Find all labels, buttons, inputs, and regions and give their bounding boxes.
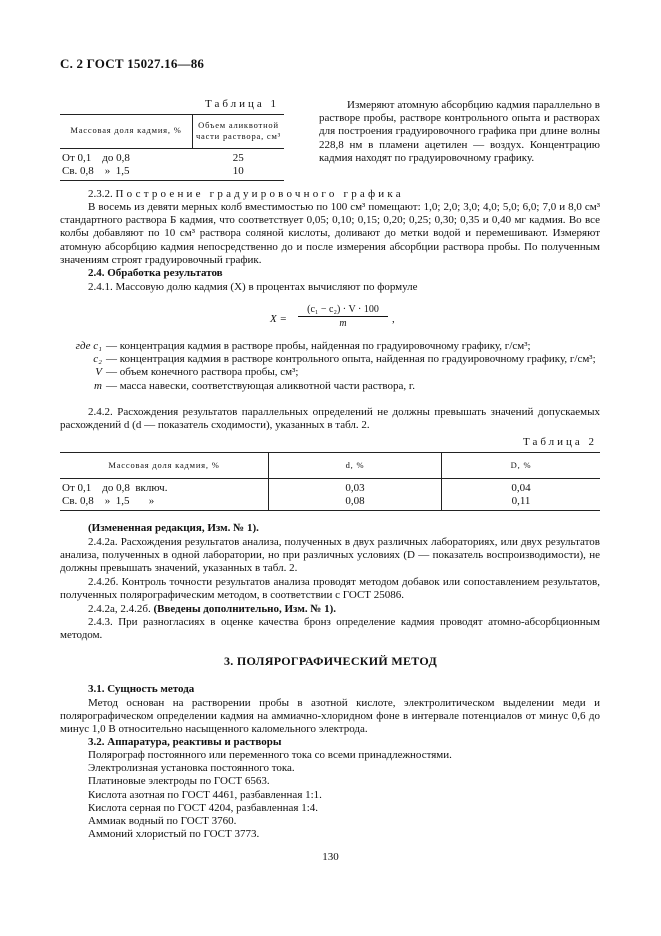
list-item: Кислота серная по ГОСТ 4204, разбавленная 1:4. [88, 801, 319, 814]
table2-big-d-cell: 0,11 [442, 495, 601, 511]
variable-symbol: c₂ [93, 353, 102, 366]
variable-definitions [60, 340, 600, 393]
formula-numerator: (c₁ − c₂) · V · 100 [298, 304, 388, 317]
table-row [60, 149, 284, 165]
section-3-title: 3. ПОЛЯРОГРАФИЧЕСКИЙ МЕТОД [223, 654, 438, 668]
table2-d-cell: 0,03 [269, 479, 442, 495]
table2-caption: Таблица 2 [523, 436, 598, 448]
section-2-4-2ab-prefix: 2.4.2а, 2.4.2б. [88, 603, 151, 615]
section-2-4-2ab-bold: (Введены дополнительно, Изм. № 1). [153, 603, 337, 615]
list-item: Кислота азотная по ГОСТ 4461, разбавленная 1:1. [88, 788, 322, 801]
atomic-absorption-paragraph: Измеряют атомную абсорбцию кадмия параллельно в растворе пробы, растворе контрольного опыта и растворах для построения градуировочного графика при длине волны 228,8 нм в пламени ацетилен — воздух. Концентрацию кадмия находят по градуировочному графику. [319, 99, 600, 164]
table2-big-d-cell: 0,04 [442, 479, 601, 495]
list-item [60, 366, 600, 379]
formula-lhs: X = [270, 313, 287, 325]
variable-symbol: где c₁ [75, 340, 102, 352]
section-2-4-2: 2.4.2. Расхождения результатов параллельных определений не должны превышать значений допускаемых расхождений d (d — показатель сходимости), указанных в табл. 2. [60, 406, 600, 432]
formula-fraction [298, 304, 388, 329]
variable-description: — концентрация кадмия в растворе пробы, найденная по градуировочному графику, г/см³; [106, 340, 531, 352]
table2-range-cell: От 0,1 до 0,8 включ. [62, 482, 168, 494]
table1-caption: Таблица 1 [205, 98, 280, 110]
section-2-3-2-title: Построение градуировочного графика [115, 188, 404, 200]
edition-note: (Измененная редакция, Изм. № 1). [88, 522, 259, 534]
table-row [60, 165, 284, 181]
variable-description: — объем конечного раствора пробы, см³; [106, 366, 299, 379]
section-2-4-2ab-note [60, 603, 600, 616]
table2-range-cell: Св. 0,8 » 1,5 » [60, 495, 269, 511]
variable-description: — концентрация кадмия в растворе контрольного опыта, найденная по градуировочному графику, г/см³; [106, 353, 596, 366]
table2 [60, 452, 600, 511]
table1-header-aliquot: Объем аликвотной части раствора, см³ [193, 115, 285, 149]
table1-header-fraction: Массовая доля кадмия, % [60, 115, 193, 149]
table2-header-big-d: D, % [442, 453, 601, 479]
section-2-4-3: 2.4.3. При разногласиях в оценке качества бронз определение кадмия проводят атомно-абсорбционным методом. [60, 616, 600, 642]
list-item: Полярограф постоянного или переменного тока со всеми принадлежностями. [88, 749, 452, 761]
table-row [60, 479, 600, 495]
table2-d-cell: 0,08 [269, 495, 442, 511]
table-row [60, 495, 600, 511]
page-number: 130 [322, 851, 339, 863]
list-item: Платиновые электроды по ГОСТ 6563. [88, 775, 270, 788]
list-item [60, 353, 600, 366]
list-item [60, 340, 600, 353]
table2-header-fraction: Массовая доля кадмия, % [60, 453, 269, 479]
table1-range-cell: Св. 0,8 » 1,5 [60, 165, 193, 181]
formula-denominator: m [339, 318, 347, 329]
formula-comma: , [392, 313, 395, 325]
section-3-2-heading: 3.2. Аппаратура, реактивы и растворы [88, 736, 282, 748]
section-2-4-2a: 2.4.2а. Расхождения результатов анализа, полученных в двух различных лабораториях, или двух результатов анализа, полученных в одной лаборатории, но при различных условиях (D — показатель воспроизводимости), не должны превышать значений, указанных в табл. 2. [60, 536, 600, 575]
table1 [60, 114, 284, 181]
section-2-4-1: 2.4.1. Массовую долю кадмия (X) в процентах вычисляют по формуле [88, 281, 418, 293]
list-item: Электролизная установка постоянного тока. [88, 762, 295, 775]
list-item: Аммиак водный по ГОСТ 3760. [88, 815, 237, 828]
section-3-1-heading: 3.1. Сущность метода [88, 683, 195, 695]
page-header: С. 2 ГОСТ 15027.16—86 [60, 56, 205, 71]
variable-symbol: V [95, 366, 102, 379]
table2-header-d: d, % [269, 453, 442, 479]
variable-symbol: m [94, 379, 102, 392]
list-item: Аммоний хлористый по ГОСТ 3773. [88, 828, 260, 841]
section-2-3-2 [60, 188, 600, 201]
table1-value-cell: 25 [232, 152, 244, 164]
table1-range-cell: От 0,1 до 0,8 [62, 152, 130, 164]
list-item [60, 380, 600, 393]
section-2-3-2-number: 2.3.2. [88, 188, 113, 200]
section-3-1-text: Метод основан на растворении пробы в азотной кислоте, электролитическом выделении меди и полярографическом определении кадмия на аммиачно-хлоридном фоне в интервале потенциалов от минус 0,6 до минус 1,0 В относительно насыщенного каломельного электрода. [60, 697, 600, 736]
section-2-4-2b: 2.4.2б. Контроль точности результатов анализа проводят методом добавок или сопоставлением результатов, полученных полярографическим методом, в соответствии с ГОСТ 25086. [60, 576, 600, 602]
equipment-list [88, 749, 452, 841]
section-2-4-heading: 2.4. Обработка результатов [88, 267, 223, 279]
section-2-3-2-text: В восемь из девяти мерных колб вместимостью по 100 см³ помещают: 1,0; 2,0; 3,0; 4,0; 5,0; 6,0; 7,0 и 8,0 см³ стандартного раствора Б кадмия, что соответствует 0,05; 0,10; 0,15; 0,20; 0,25; 0,30; 0,35 и 0,40 мг кадмия. Во все колбы добавляют по 10 см³ раствора соляной кислоты, доливают до метки водой и перемешивают. Измеряют атомную абсорбцию кадмия непосредственно до и после измерения абсорбции раствора пробы. По полученным значениям строят градуировочный график. [60, 201, 600, 266]
variable-description: — масса навески, соответствующая аликвотной части раствора, г. [106, 379, 415, 392]
table1-value-cell: 10 [193, 165, 285, 181]
